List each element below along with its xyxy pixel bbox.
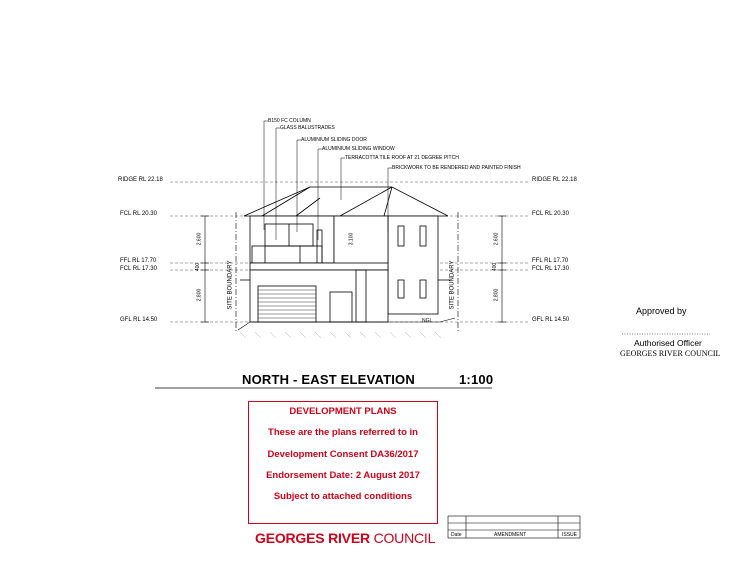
stamp-heading: DEVELOPMENT PLANS [289, 406, 397, 417]
upper-floor-right [388, 216, 438, 314]
authorised-officer-label: Authorised Officer [634, 338, 702, 348]
stamp-line-4: Subject to attached conditions [273, 491, 413, 502]
gfl-label-right: GFL RL 14.50 [532, 317, 570, 323]
garage-door [258, 286, 316, 322]
note-brickwork: BRICKWORK TO BE RENDERED AND PAINTED FINISH [392, 165, 521, 171]
drawing-scale: 1:100 [459, 372, 494, 387]
revision-header-issue: ISSUE [562, 532, 578, 538]
ffl-label-right: FFL RL 17.70 [532, 258, 569, 264]
drawing-title: NORTH - EAST ELEVATION [242, 372, 415, 387]
development-plans-stamp [248, 401, 438, 524]
revision-header-amendment: AMENDMENT [494, 532, 527, 538]
site-boundary-label-right: SITE BOUNDARY [449, 260, 456, 310]
ridge-level-label-left: RIDGE RL 22.18 [118, 177, 163, 183]
council-logo-thin: COUNCIL [373, 530, 436, 546]
dim-lower-right: 2.800 [493, 288, 500, 302]
dim-upper-left: 2.600 [196, 232, 203, 246]
dim-upper-right: 2.600 [493, 232, 500, 246]
ffl-label-left: FFL RL 17.70 [120, 258, 157, 264]
note-balustrades: GLASS BALUSTRADES [280, 125, 335, 131]
stamp-line-2: Development Consent DA36/2017 [267, 449, 419, 460]
upper-floor-mid [334, 216, 388, 264]
approval-council-name: GEORGES RIVER COUNCIL [620, 349, 721, 358]
stamp-line-3: Endorsement Date: 2 August 2017 [266, 470, 420, 481]
council-logo-bold: GEORGES RIVER [255, 530, 370, 546]
dim-mid: 3.100 [348, 232, 355, 246]
dim-small-right: 400 [492, 262, 499, 272]
approved-by-label: Approved by [636, 306, 687, 316]
ngl-label: NGL [422, 318, 433, 324]
fcl-lower-label-right: FCL RL 17.30 [532, 266, 569, 272]
gfl-label-left: GFL RL 14.50 [120, 317, 158, 323]
fcl-upper-label-left: FCL RL 20.30 [120, 211, 157, 217]
fcl-upper-label-right: FCL RL 20.30 [532, 211, 569, 217]
ridge-level-label-right: RIDGE RL 22.18 [532, 177, 577, 183]
note-column: B150 FC COLUMN [268, 118, 311, 124]
fcl-lower-label-left: FCL RL 17.30 [120, 266, 157, 272]
roof [244, 187, 448, 216]
council-logo [255, 530, 435, 546]
dim-small-left: 400 [195, 262, 202, 272]
dim-lower-left: 2.800 [196, 288, 203, 302]
note-sliding-door: ALUMINIUM SLIDING DOOR [301, 137, 367, 143]
stamp-line-1: These are the plans referred to in [268, 427, 418, 438]
note-roof: TERRACOTTA TILE ROOF AT 21 DEGREE PITCH [345, 155, 459, 161]
site-boundary-label-left: SITE BOUNDARY [227, 260, 234, 310]
note-sliding-window: ALUMINIUM SLIDING WINDOW [322, 146, 395, 152]
revision-header-date: Date [451, 532, 462, 538]
upper-floor-left [250, 216, 334, 263]
